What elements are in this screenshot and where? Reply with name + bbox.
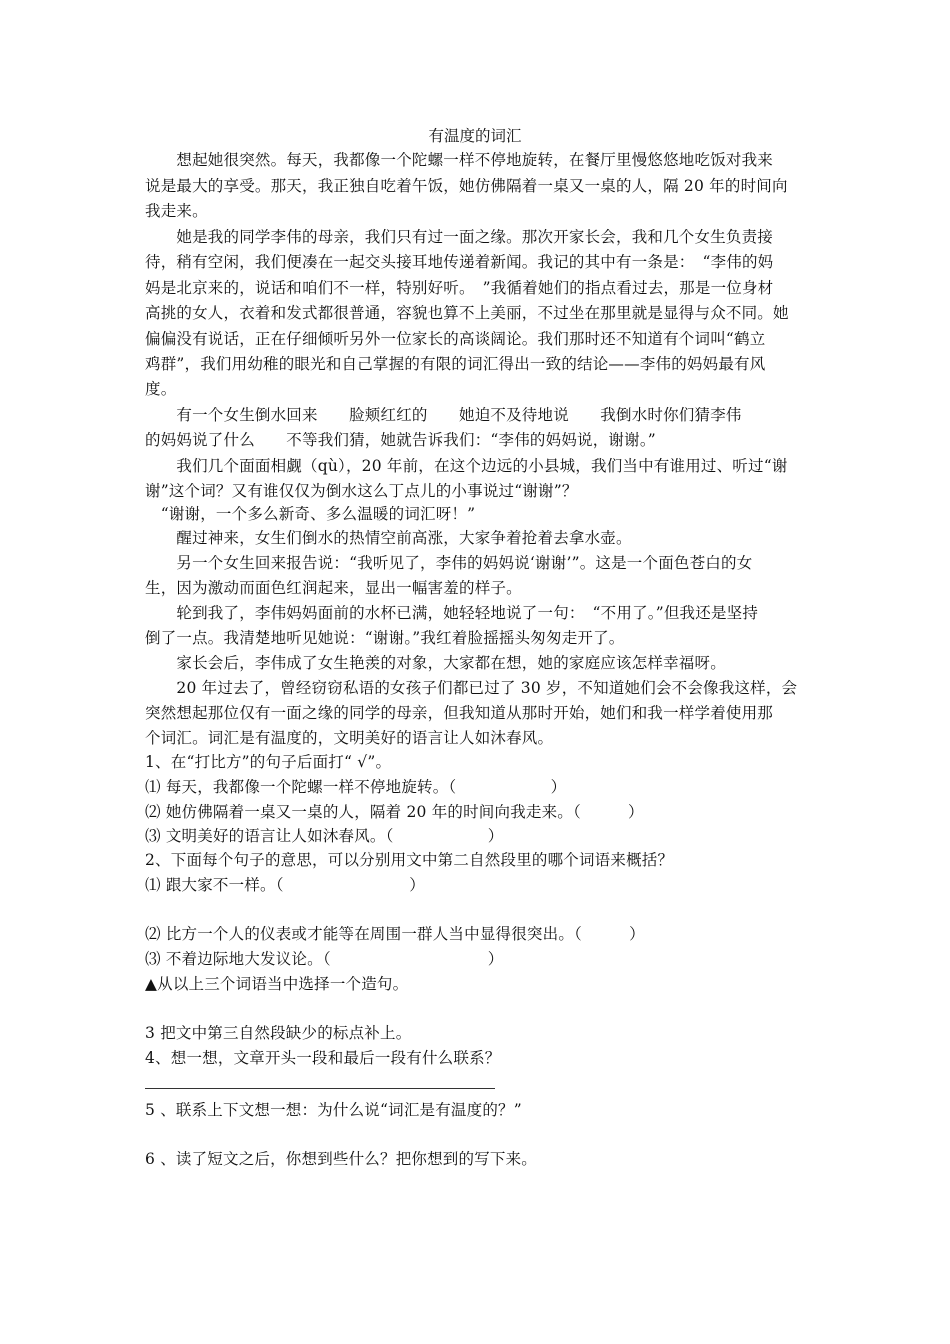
question-1-item-3: ⑶ 文明美好的语言让人如沐春风。（ ） bbox=[145, 827, 504, 845]
paragraph-line: 待，稍有空闲，我们便凑在一起交头接耳地传递着新闻。我记的其中有一条是： “李伟的妈 bbox=[145, 253, 774, 271]
question-1-item-2: ⑵ 她仿佛隔着一桌又一桌的人，隔着 20 年的时间向我走来。（ ） bbox=[145, 803, 644, 821]
question-6: 6 、读了短文之后，你想到些什么？把你想到的写下来。 bbox=[145, 1150, 537, 1168]
question-1-item-1: ⑴ 每天，我都像一个陀螺一样不停地旋转。（ ） bbox=[145, 778, 567, 796]
paragraph-line: 想起她很突然。每天，我都像一个陀螺一样不停地旋转，在餐厅里慢悠悠地吃饭对我来 bbox=[145, 151, 774, 169]
question-3: 3 把文中第三自然段缺少的标点补上。 bbox=[145, 1024, 412, 1042]
paragraph-line: 高挑的女人，衣着和发式都很普通，容貌也算不上美丽，不过坐在那里就是显得与众不同。她 bbox=[145, 304, 789, 322]
paragraph-line: 妈是北京来的，说话和咱们不一样，特别好听。 ”我循着她们的指点看过去，那是一位身材 bbox=[145, 279, 774, 297]
paragraph-line: 个词汇。词汇是有温度的，文明美好的语言让人如沐春风。 bbox=[145, 729, 554, 747]
paragraph-line: 鸡群”，我们用幼稚的眼光和自己掌握的有限的词汇得出一致的结论——李伟的妈妈最有风 bbox=[145, 355, 766, 373]
paragraph-line: 醒过神来，女生们倒水的热情空前高涨，大家争着抢着去拿水壶。 bbox=[145, 529, 632, 547]
paragraph-line: 的妈妈说了什么 不等我们猜，她就告诉我们：“李伟的妈妈说，谢谢。” bbox=[145, 431, 656, 449]
paragraph-line: 有一个女生倒水回来 脸颊红红的 她迫不及待地说 我倒水时你们猜李伟 bbox=[145, 406, 742, 424]
paragraph-line: 谢”这个词？又有谁仅仅为倒水这么丁点儿的小事说过“谢谢”？ bbox=[145, 482, 578, 500]
question-2-task: ▲从以上三个词语当中选择一个造句。 bbox=[145, 975, 409, 993]
paragraph-line: 轮到我了，李伟妈妈面前的水杯已满，她轻轻地说了一句： “不用了。”但我还是坚持 bbox=[145, 604, 759, 622]
paragraph-line: 倒了一点。我清楚地听见她说：“谢谢。”我红着脸摇摇头匆匆走开了。 bbox=[145, 629, 625, 647]
paragraph-line: 她是我的同学李伟的母亲，我们只有过一面之缘。那次开家长会，我和几个女生负责接 bbox=[145, 228, 774, 246]
question-2-item-1: ⑴ 跟大家不一样。（ ） bbox=[145, 876, 425, 894]
paragraph-line: 我们几个面面相觑（qù），20 年前，在这个边远的小县城，我们当中有谁用过、听过“谢 bbox=[145, 457, 788, 475]
paragraph-line: “谢谢，一个多么新奇、多么温暖的词汇呀！” bbox=[145, 505, 476, 523]
paragraph-line: 度。 bbox=[145, 380, 177, 398]
question-2: 2、下面每个句子的意思，可以分别用文中第二自然段里的哪个词语来概括？ bbox=[145, 851, 674, 869]
answer-line bbox=[145, 1088, 495, 1089]
document-title: 有温度的词汇 bbox=[428, 127, 522, 145]
question-2-item-2: ⑵ 比方一个人的仪表或才能等在周围一群人当中显得很突出。（ ） bbox=[145, 925, 645, 943]
paragraph-line: 20 年过去了，曾经窃窃私语的女孩子们都已过了 30 岁，不知道她们会不会像我这样，会 bbox=[145, 679, 798, 697]
paragraph-line: 家长会后，李伟成了女生艳羡的对象，大家都在想，她的家庭应该怎样幸福呀。 bbox=[145, 654, 726, 672]
paragraph-line: 生，因为激动而面色红润起来，显出一幅害羞的样子。 bbox=[145, 579, 522, 597]
paragraph-line: 说是最大的享受。那天，我正独自吃着午饭，她仿佛隔着一桌又一桌的人，隔 20 年的时间向 bbox=[145, 177, 788, 195]
question-5: 5 、联系上下文想一想：为什么说“词汇是有温度的？” bbox=[145, 1101, 522, 1119]
paragraph-line: 另一个女生回来报告说：“我听见了，李伟的妈妈说‘谢谢’”。这是一个面色苍白的女 bbox=[145, 554, 753, 572]
question-4: 4、想一想，文章开头一段和最后一段有什么联系？ bbox=[145, 1049, 501, 1067]
paragraph-line: 偏偏没有说话，正在仔细倾听另外一位家长的高谈阔论。我们那时还不知道有个词叫“鹤立 bbox=[145, 330, 766, 348]
question-2-item-3: ⑶ 不着边际地大发议论。（ ） bbox=[145, 950, 504, 968]
paragraph-line: 突然想起那位仅有一面之缘的同学的母亲，但我知道从那时开始，她们和我一样学着使用那 bbox=[145, 704, 774, 722]
question-1: 1、在“打比方”的句子后面打“ √”。 bbox=[145, 753, 392, 771]
paragraph-line: 我走来。 bbox=[145, 202, 208, 220]
